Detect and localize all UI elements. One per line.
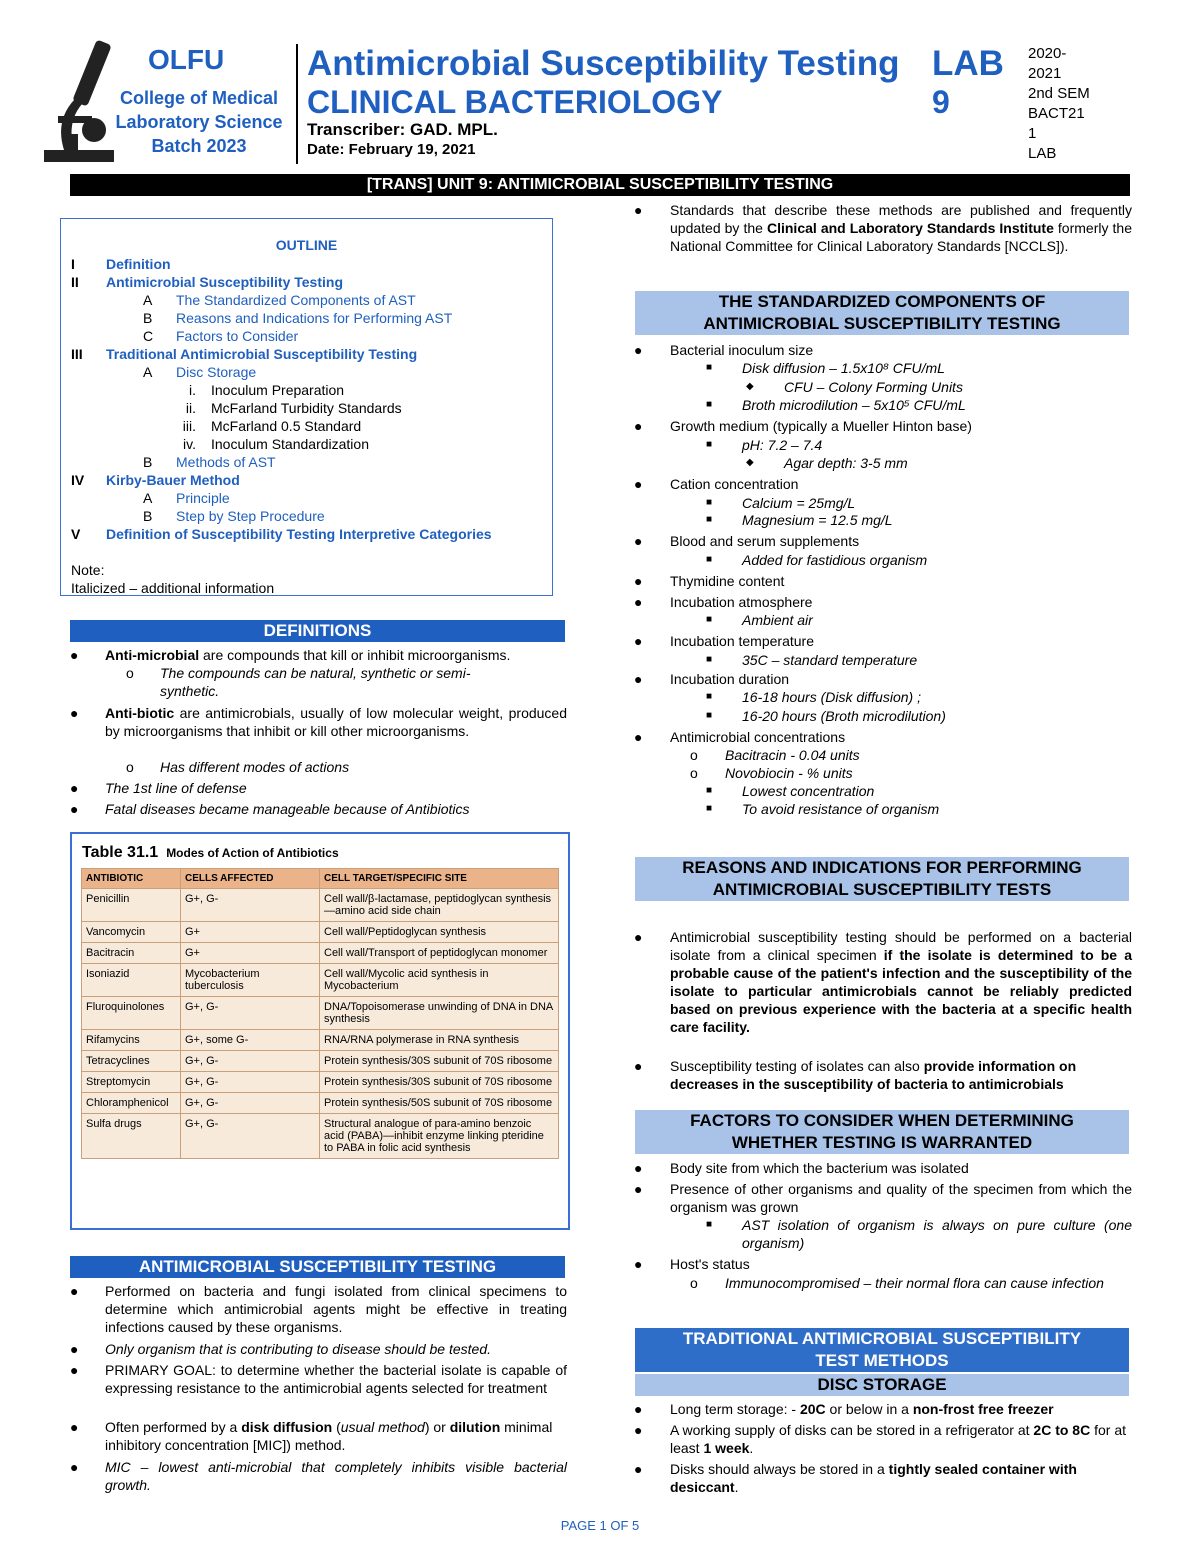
definition-antimicrobial-sub: The compounds can be natural, synthetic or semi-synthetic. — [160, 665, 471, 699]
component-item: Incubation temperature — [670, 633, 814, 649]
reasons-bullet-1: Antimicrobial susceptibility testing should be performed on a bacterial isolate from a clinical specimen if the isolate is determined to be a probable cause of the patient's infection and the susceptibility of the isolate to particular antimicrobials cannot be reliably predicted based on previous experience with the bacteria at a specific health care facility. — [670, 929, 1132, 1035]
component-item: Growth medium (typically a Mueller Hinton base) — [670, 418, 972, 434]
table-row — [82, 1072, 559, 1093]
component-item: Magnesium = 12.5 mg/L — [742, 512, 893, 528]
bullet-icon: ■ — [706, 362, 713, 373]
date-label: Date: February 19, 2021 — [307, 141, 476, 158]
sem-line: 2021 — [1028, 65, 1062, 82]
table-cell: G+, G- — [181, 997, 320, 1030]
factors-bullet-2: Presence of other organisms and quality of the specimen from which the organism was grown — [670, 1181, 1132, 1215]
disc-bullet-2: A working supply of disks can be stored in a refrigerator at 2C to 8C for at least 1 week. — [670, 1422, 1126, 1456]
outline-item-link[interactable]: Disc Storage — [176, 364, 257, 380]
outline-item-link[interactable]: Factors to Consider — [176, 328, 299, 344]
sem-line: 2nd SEM — [1028, 85, 1090, 102]
bullet-icon: ● — [634, 476, 643, 492]
bullet-icon: ■ — [706, 710, 713, 721]
table-cell: Vancomycin — [82, 922, 181, 943]
table-cell: Sulfa drugs — [82, 1114, 181, 1159]
antibiotics-table — [81, 868, 559, 1159]
bullet-icon: ● — [70, 1459, 79, 1475]
ast-bullet-5: MIC – lowest anti-microbial that completely inhibits visible bacterial growth. — [105, 1459, 567, 1493]
factors-bullet-1: Body site from which the bacterium was isolated — [670, 1160, 969, 1176]
outline-item-number: A — [143, 490, 153, 506]
table-row — [82, 1030, 559, 1051]
factors-bullet-3-sub: Immunocompromised – their normal flora can cause infection — [725, 1275, 1104, 1291]
table-cell: Mycobacterium tuberculosis — [181, 964, 320, 997]
table-header: CELL TARGET/SPECIFIC SITE — [320, 869, 559, 889]
bullet-icon: ● — [634, 202, 643, 218]
definition-antimicrobial: Anti-microbial are compounds that kill or inhibit microorganisms. — [105, 647, 511, 663]
table-cell: Cell wall/Peptidoglycan synthesis — [320, 922, 559, 943]
outline-item-number: I — [71, 256, 75, 272]
table-cell: Isoniazid — [82, 964, 181, 997]
bullet-icon: ● — [70, 801, 79, 817]
table-title: Table 31.1 Modes of Action of Antibiotics — [82, 844, 339, 861]
factors-bullet-2-sub: AST isolation of organism is always on pure culture (one organism) — [742, 1217, 1132, 1251]
table-header: ANTIBIOTIC — [82, 869, 181, 889]
table-cell: Tetracyclines — [82, 1051, 181, 1072]
reasons-bullet-2: Susceptibility testing of isolates can also provide information on decreases in the susceptibility of bacteria to antimicrobials — [670, 1058, 1077, 1092]
lab-label: LAB — [932, 44, 1004, 83]
outline-item-link[interactable]: Antimicrobial Susceptibility Testing — [106, 274, 343, 290]
component-item: pH: 7.2 – 7.4 — [742, 437, 823, 453]
bullet-icon: ● — [634, 1461, 643, 1477]
sem-line: 1 — [1028, 125, 1037, 142]
table-cell: Structural analogue of para-amino benzoic acid (PABA)—inhibit enzyme linking pteridine to PABA in folic acid synthesis — [320, 1114, 559, 1159]
sub-bullet-icon: ■ — [706, 1219, 713, 1230]
factors-header — [635, 1110, 1129, 1154]
batch-label: Batch 2023 — [151, 136, 247, 156]
bullet-icon: ● — [634, 671, 643, 687]
bullet-icon: ● — [70, 780, 79, 796]
bullet-icon: ◆ — [746, 457, 754, 468]
table-cell: G+ — [181, 943, 320, 964]
disc-storage-header: DISC STORAGE — [635, 1374, 1129, 1396]
outline-item-number: B — [143, 508, 153, 524]
table-cell: Cell wall/Mycolic acid synthesis in Mycobacterium — [320, 964, 559, 997]
standards-text: Standards that describe these methods are published and frequently updated by the Clinical and Laboratory Standards Institute formerly the National Committee for Clinical Laboratory Standards [NCCLS]). — [670, 202, 1132, 254]
bullet-icon: ● — [634, 1181, 643, 1197]
component-item: Incubation duration — [670, 671, 790, 687]
bullet-icon: ● — [634, 594, 643, 610]
outline-note-text: Italicized – additional information — [71, 580, 275, 596]
outline-item-number: iv. — [183, 436, 196, 452]
outline-item-link[interactable]: McFarland Turbidity Standards — [211, 400, 402, 416]
component-item: Blood and serum supplements — [670, 533, 860, 549]
table-cell: G+, some G- — [181, 1030, 320, 1051]
outline-item-link[interactable]: Reasons and Indications for Performing AST — [176, 310, 453, 326]
outline-item-link[interactable]: Kirby-Bauer Method — [106, 472, 240, 488]
table-cell: RNA/RNA polymerase in RNA synthesis — [320, 1030, 559, 1051]
ast-bullet-1: Performed on bacteria and fungi isolated from clinical specimens to determine which antimicrobial agents might be effective in treating infections caused by these organisms. — [105, 1283, 567, 1335]
table-cell: DNA/Topoisomerase unwinding of DNA in DNA synthesis — [320, 997, 559, 1030]
reasons-header-line2: ANTIMICROBIAL SUSCEPTIBILITY TESTS — [712, 880, 1052, 899]
bullet-icon: ● — [70, 1341, 79, 1357]
reasons-header — [635, 857, 1129, 901]
bullet-icon: ■ — [706, 399, 713, 410]
component-item: Agar depth: 3-5 mm — [784, 455, 908, 471]
bullet-icon: ■ — [706, 439, 713, 450]
ast-bullet-2: Only organism that is contributing to disease should be tested. — [105, 1341, 491, 1357]
component-item: Lowest concentration — [742, 783, 875, 799]
bullet-icon: ◆ — [746, 381, 754, 392]
table-row — [82, 889, 559, 922]
bullet-icon: ■ — [706, 785, 713, 796]
table-cell: Penicillin — [82, 889, 181, 922]
definition-antibiotic: Anti-biotic are antimicrobials, usually of low molecular weight, produced by microorganisms that inhibit or kill other microorganisms. — [105, 705, 567, 739]
outline-item-number: A — [143, 364, 153, 380]
transcriber-label: Transcriber: GAD. MPL. — [307, 120, 498, 139]
semester-info — [1028, 44, 1108, 164]
table-cell: Protein synthesis/30S subunit of 70S ribosome — [320, 1051, 559, 1072]
component-item: Calcium = 25mg/L — [742, 495, 856, 511]
olfu-label: OLFU — [148, 44, 225, 75]
ast-header: ANTIMICROBIAL SUSCEPTIBILITY TESTING — [70, 1256, 565, 1278]
bullet-icon: ● — [634, 1256, 643, 1272]
component-item: Ambient air — [742, 612, 813, 628]
outline-item-number: A — [143, 292, 153, 308]
bullet-icon: ● — [634, 633, 643, 649]
outline-item-link[interactable]: The Standardized Components of AST — [176, 292, 416, 308]
table-row — [82, 922, 559, 943]
bullet-icon: ■ — [706, 614, 713, 625]
lab-number: 9 — [932, 84, 950, 120]
outline-item-link[interactable]: Definition of Susceptibility Testing Interpretive Categories — [106, 526, 492, 542]
disc-bullet-3: Disks should always be stored in a tightly sealed container with desiccant. — [670, 1461, 1077, 1495]
table-cell: G+, G- — [181, 1051, 320, 1072]
component-item: Novobiocin - % units — [725, 765, 853, 781]
outline-item-link[interactable]: Inoculum Preparation — [211, 382, 345, 398]
header-divider — [296, 44, 298, 164]
component-item: Bacitracin - 0.04 units — [725, 747, 860, 763]
college-line-1: College of Medical — [119, 88, 279, 108]
component-item: 16-20 hours (Broth microdilution) — [742, 708, 946, 724]
bullet-icon: ■ — [706, 691, 713, 702]
traditional-header — [635, 1328, 1129, 1372]
table-row — [82, 943, 559, 964]
bullet-icon: ● — [634, 1401, 643, 1417]
traditional-header-line1: TRADITIONAL ANTIMICROBIAL SUSCEPTIBILITY — [682, 1329, 1082, 1348]
outline-item-link[interactable]: Step by Step Procedure — [176, 508, 325, 524]
bullet-icon: ■ — [706, 803, 713, 814]
bullet-icon: ● — [634, 1160, 643, 1176]
outline-item-number: i. — [189, 382, 196, 398]
outline-item-number: IV — [71, 472, 85, 488]
outline-item-number: C — [143, 328, 154, 344]
bullet-icon: ■ — [706, 497, 713, 508]
reasons-header-line1: REASONS AND INDICATIONS FOR PERFORMING — [682, 858, 1082, 877]
definition-first-line: The 1st line of defense — [105, 780, 247, 796]
table-row — [82, 1093, 559, 1114]
component-item: 16-18 hours (Disk diffusion) ; — [742, 689, 921, 705]
table-cell: Fluroquinolones — [82, 997, 181, 1030]
component-item: Antimicrobial concentrations — [670, 729, 846, 745]
table-cell: Bacitracin — [82, 943, 181, 964]
bullet-icon: ● — [70, 647, 79, 663]
table-cell: Cell wall/Transport of peptidoglycan monomer — [320, 943, 559, 964]
outline-item-number: B — [143, 310, 153, 326]
bullet-icon: ● — [634, 1058, 643, 1074]
definitions-header: DEFINITIONS — [70, 620, 565, 642]
outline-item-number: III — [71, 346, 83, 362]
table-cell: G+ — [181, 922, 320, 943]
table-cell: Cell wall/β-lactamase, peptidoglycan synthesis—amino acid side chain — [320, 889, 559, 922]
component-item: CFU – Colony Forming Units — [784, 379, 963, 395]
outline-item-number: ii. — [185, 400, 196, 416]
outline-item-link[interactable]: Principle — [176, 490, 230, 506]
college-line-2: Laboratory Science — [115, 112, 283, 132]
bullet-icon: ■ — [706, 514, 713, 525]
bullet-icon: ● — [70, 1362, 79, 1378]
sub-bullet-icon: o — [126, 759, 134, 775]
bullet-icon: ● — [70, 1419, 79, 1435]
table-cell: G+, G- — [181, 1114, 320, 1159]
table-row — [82, 1114, 559, 1159]
table-cell: Rifamycins — [82, 1030, 181, 1051]
table-cell: Chloramphenicol — [82, 1093, 181, 1114]
table-subtitle: Modes of Action of Antibiotics — [166, 846, 339, 860]
doc-title: Antimicrobial Susceptibility Testing — [307, 44, 900, 83]
unit-banner: [TRANS] UNIT 9: ANTIMICROBIAL SUSCEPTIBILITY TESTING — [70, 174, 1130, 196]
definition-fatal: Fatal diseases became manageable because of Antibiotics — [105, 801, 470, 817]
component-item: 35C – standard temperature — [742, 652, 918, 668]
table-cell: G+, G- — [181, 1093, 320, 1114]
outline-box — [60, 218, 553, 596]
bullet-icon: ● — [634, 1422, 643, 1438]
sub-bullet-icon: o — [126, 665, 134, 681]
page-footer: PAGE 1 OF 5 — [560, 1518, 640, 1533]
outline-item-number: II — [71, 274, 79, 290]
college-label — [108, 86, 290, 158]
component-item: Incubation atmosphere — [670, 594, 813, 610]
component-item: Broth microdilution – 5x10⁵ CFU/mL — [742, 397, 966, 413]
table-row — [82, 1051, 559, 1072]
outline-item-link[interactable]: Traditional Antimicrobial Susceptibility Testing — [106, 346, 418, 362]
component-item: Added for fastidious organism — [742, 552, 928, 568]
outline-title: OUTLINE — [275, 237, 338, 253]
bullet-icon: ● — [634, 729, 643, 745]
bullet-icon: ■ — [706, 554, 713, 565]
sub-bullet-icon: o — [690, 1275, 698, 1291]
component-item: Thymidine content — [670, 573, 785, 589]
component-item: Bacterial inoculum size — [670, 342, 814, 358]
outline-item-link[interactable]: Inoculum Standardization — [211, 436, 369, 452]
bullet-icon: ● — [634, 929, 643, 945]
sem-line: 2020- — [1028, 45, 1067, 62]
component-item: Disk diffusion – 1.5x10⁸ CFU/mL — [742, 360, 945, 376]
disc-bullet-1: Long term storage: - 20C or below in a non-frost free freezer — [670, 1401, 1054, 1417]
factors-bullet-3: Host's status — [670, 1256, 750, 1272]
table-cell: G+, G- — [181, 889, 320, 922]
table-row — [82, 964, 559, 997]
outline-item-number: B — [143, 454, 153, 470]
components-header — [635, 291, 1129, 335]
outline-item-number: V — [71, 526, 81, 542]
antibiotics-table-figure — [70, 832, 570, 1230]
ast-bullet-3: PRIMARY GOAL: to determine whether the bacterial isolate is capable of expressing resistance to the antimicrobial agents selected for treatment — [105, 1362, 567, 1396]
bullet-icon: ● — [634, 418, 643, 434]
table-header: CELLS AFFECTED — [181, 869, 320, 889]
traditional-header-line2: TEST METHODS — [815, 1351, 949, 1370]
component-item: To avoid resistance of organism — [742, 801, 940, 817]
sem-line: BACT21 — [1028, 105, 1085, 122]
table-cell: G+, G- — [181, 1072, 320, 1093]
bullet-icon: ● — [70, 705, 79, 721]
bullet-icon: ■ — [706, 654, 713, 665]
bullet-icon: ● — [70, 1283, 79, 1299]
outline-item-link[interactable]: Definition — [106, 256, 171, 272]
table-cell: Streptomycin — [82, 1072, 181, 1093]
bullet-icon: ● — [634, 342, 643, 358]
ast-bullet-4: Often performed by a disk diffusion (usual method) or dilution minimal inhibitory concentration [MIC]) method. — [105, 1419, 553, 1453]
doc-subtitle: CLINICAL BACTERIOLOGY — [307, 84, 723, 120]
components-header-line2: ANTIMICROBIAL SUSCEPTIBILITY TESTING — [703, 314, 1061, 333]
table-cell: Protein synthesis/30S subunit of 70S ribosome — [320, 1072, 559, 1093]
bullet-icon: o — [690, 747, 698, 763]
outline-item-link[interactable]: McFarland 0.5 Standard — [211, 418, 362, 434]
component-item: Cation concentration — [670, 476, 799, 492]
definition-antibiotic-sub: Has different modes of actions — [160, 759, 350, 775]
factors-header-line2: WHETHER TESTING IS WARRANTED — [731, 1133, 1033, 1152]
table-row — [82, 997, 559, 1030]
table-cell: Protein synthesis/50S subunit of 70S ribosome — [320, 1093, 559, 1114]
outline-note-label: Note: — [71, 562, 105, 578]
outline-item-number: iii. — [182, 418, 196, 434]
components-header-line1: THE STANDARDIZED COMPONENTS OF — [718, 292, 1046, 311]
outline-item-link[interactable]: Methods of AST — [176, 454, 276, 470]
bullet-icon: o — [690, 765, 698, 781]
sem-line: LAB — [1028, 145, 1057, 162]
bullet-icon: ● — [634, 533, 643, 549]
bullet-icon: ● — [634, 573, 643, 589]
factors-header-line1: FACTORS TO CONSIDER WHEN DETERMINING — [690, 1111, 1074, 1130]
